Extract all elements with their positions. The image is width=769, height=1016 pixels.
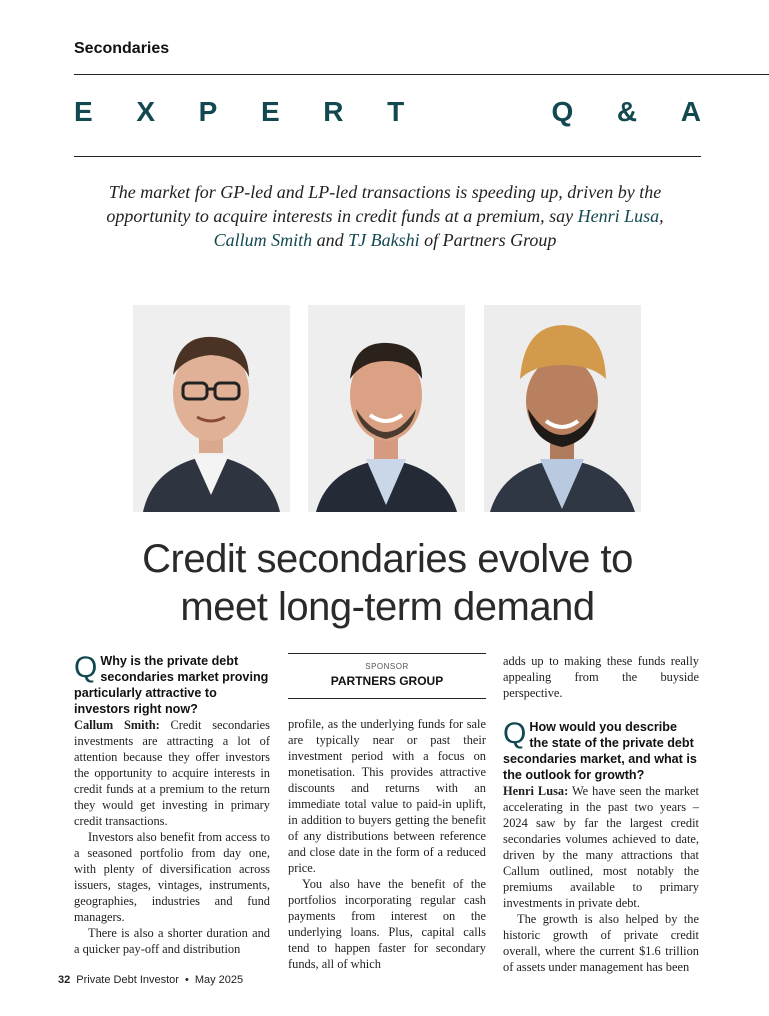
banner-letter: T	[387, 96, 405, 127]
banner-letter: E	[74, 96, 93, 127]
standfirst-text: of Partners Group	[419, 230, 557, 250]
banner-letter: R	[323, 96, 344, 127]
q-drop-cap: Q	[503, 717, 527, 750]
article-column-1	[74, 653, 270, 957]
page-number: 32	[58, 974, 71, 986]
sponsor-box	[288, 653, 486, 699]
article-column-2	[288, 716, 486, 972]
sponsor-label: SPONSOR	[365, 662, 409, 671]
answer-paragraph	[74, 717, 270, 829]
banner-letter: P	[198, 96, 218, 127]
banner-letter: Q	[551, 96, 574, 127]
answer-paragraph: The growth is also helped by the historic growth of private credit overall, where the current $1.6 trillion of assets under management has been	[503, 912, 699, 974]
headline-line: meet long-term demand	[180, 585, 595, 629]
banner-letter: &	[616, 96, 638, 127]
portrait-callum-smith	[308, 305, 465, 512]
question-2	[503, 719, 699, 783]
standfirst-sep: ,	[659, 206, 664, 226]
answer-text: Credit secondaries investments are attracting a lot of attention because they offer investors the opportunity to acquire interests in credit funds at a premium to the return they would get investing in primary credit transactions.	[74, 718, 271, 828]
standfirst	[100, 180, 670, 252]
question-text: How would you describe the state of the private debt secondaries market, and what is the outlook for growth?	[503, 720, 697, 782]
top-rule	[74, 74, 769, 75]
banner-gap	[448, 96, 508, 128]
article-headline	[74, 535, 701, 631]
answer-paragraph: Investors also benefit from access to a seasoned portfolio from day one, with plenty of diversification across issuers, stages, vintages, instruments, geographies, industries and fund managers.	[74, 830, 270, 924]
standfirst-sep: and	[312, 230, 349, 250]
standfirst-name-lusa: Henri Lusa	[577, 206, 660, 226]
banner-rule	[74, 156, 701, 157]
standfirst-text: The market for GP-led and LP-led transactions is speeding up, driven by the opportunity to acquire interests in credit funds at a premium, say	[106, 182, 662, 226]
portrait-illustration	[133, 305, 290, 512]
answer-paragraph: adds up to making these funds really appealing from the buyside perspective.	[503, 654, 699, 700]
q-drop-cap: Q	[74, 651, 98, 684]
answer-paragraph: You also have the benefit of the portfolios incorporating regular cash payments from interest on the underlying loans. Plus, capital calls tend to happen faster for secondary funds, all of which	[288, 877, 486, 971]
publication-name: Private Debt Investor	[76, 974, 179, 986]
banner-letter: A	[680, 96, 701, 127]
sponsor-name: PARTNERS GROUP	[330, 674, 444, 688]
answer-paragraph: There is also a shorter duration and a quicker pay-off and distribution	[74, 926, 270, 956]
portrait-illustration	[484, 305, 641, 512]
answer-paragraph: profile, as the underlying funds for sale are typically near or past their investment period with a focus on monetisation. This provides attractive discounts and returns with an immediate total value to paid-in uplift, in addition to buyers getting the benefit of any distributions between reference and close date in the form of a reduced price.	[288, 717, 486, 875]
portrait-illustration	[308, 305, 465, 512]
speaker-name: Henri Lusa:	[503, 784, 569, 798]
portrait-henri-lusa	[133, 305, 290, 512]
issue-date: May 2025	[194, 974, 244, 986]
banner-letter: E	[260, 96, 280, 127]
answer-text: We have seen the market accelerating in the past two years – 2024 saw by far the largest credit secondaries volumes achieved to date, driven by the many attractions that Callum outlined, most notably the premiums available to primary investments in private debt.	[503, 784, 699, 910]
section-label: Secondaries	[74, 40, 170, 57]
article-column-3	[503, 653, 699, 975]
portrait-tj-bakshi	[484, 305, 641, 512]
banner-letter: X	[136, 96, 155, 127]
speaker-name: Callum Smith:	[74, 718, 160, 732]
standfirst-name-bakshi: TJ Bakshi	[348, 230, 420, 250]
answer-paragraph	[503, 783, 699, 911]
standfirst-name-smith: Callum Smith	[213, 230, 313, 250]
footer-bullet: •	[184, 974, 189, 986]
question-1	[74, 653, 270, 717]
page-footer	[58, 974, 243, 986]
headline-line: Credit secondaries evolve to	[142, 537, 633, 581]
expert-qa-banner	[74, 96, 701, 128]
question-text: Why is the private debt secondaries market proving particularly attractive to investors right now?	[74, 654, 269, 716]
